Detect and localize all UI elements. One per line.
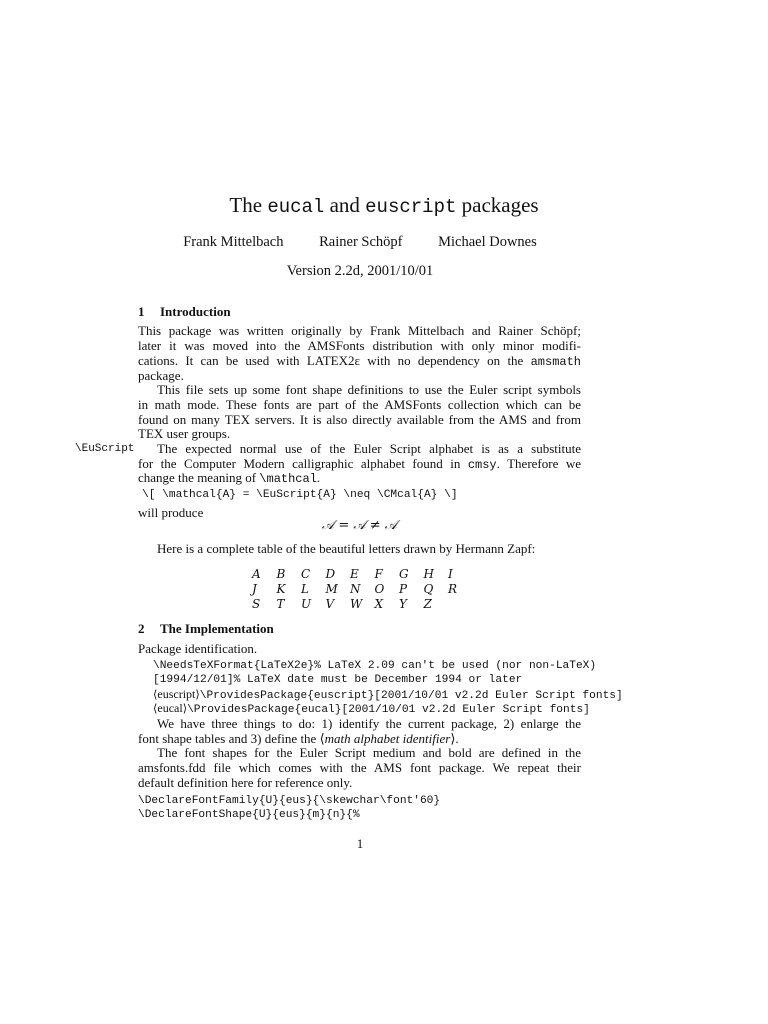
script-letter: R (448, 582, 458, 596)
script-letter: J (252, 582, 257, 596)
section-heading-implementation: 2 The Implementation (138, 621, 274, 636)
code-line: \DeclareFontFamily{U}{eus}{\skewchar\font'60} (138, 795, 441, 807)
script-letter: B (276, 567, 286, 581)
script-letter: A (252, 567, 261, 581)
paragraph-line: We have three things to do: 1) identify the current package, 2) enlarge the (157, 716, 581, 731)
section-heading-introduction: 1 Introduction (138, 304, 231, 319)
code-line: ⟨eucal⟩\ProvidesPackage{eucal}[2001/10/01 v2.2d Euler Script fonts] (153, 701, 590, 716)
paragraph-line: in math mode. These fonts are part of the AMSFonts collection which can be (138, 397, 581, 412)
script-letter: T (276, 597, 285, 611)
script-letter: X (374, 597, 384, 611)
script-letter: O (374, 582, 385, 596)
script-letter: I (448, 567, 453, 581)
paragraph-line: The expected normal use of the Euler Script alphabet is as a substitute (157, 441, 581, 456)
script-letter: P (399, 582, 408, 596)
paragraph-line: This package was written originally by Frank Mittelbach and Rainer Schöpf; (138, 323, 581, 338)
script-letter: Z (423, 597, 432, 611)
page-number: 1 (356, 836, 364, 851)
paragraph-line: font shape tables and 3) define the ⟨math alphabet identifier⟩. (138, 731, 459, 747)
paragraph-line: change the meaning of \mathcal. (138, 470, 321, 486)
paragraph-line: The font shapes for the Euler Script medium and bold are defined in the (157, 745, 581, 760)
script-letter: S (252, 597, 261, 611)
paragraph-line: later it was moved into the AMSFonts distribution with only minor modifi- (138, 338, 581, 353)
paragraph-line: for the Computer Modern calligraphic alphabet found in cmsy. Therefore we (138, 456, 581, 472)
script-letter: H (423, 567, 434, 581)
script-letter: Y (399, 597, 407, 611)
code-line: \DeclareFontShape{U}{eus}{m}{n}{% (138, 809, 360, 821)
script-letter: N (350, 582, 361, 596)
display-equation: 𝒜 = 𝒜 ≠ 𝒜 (321, 518, 398, 533)
version-line: Version 2.2d, 2001/10/01 (286, 263, 434, 279)
paragraph-line: package. (138, 368, 184, 383)
code-example: \[ \mathcal{A} = \EuScript{A} \neq \CMcal{A} \] (142, 489, 458, 501)
will-produce-text: will produce (138, 505, 204, 520)
document-title: The eucal and euscript packages (229, 193, 539, 218)
script-letter: M (325, 582, 338, 596)
paragraph-line: This file sets up some font shape definitions to use the Euler script symbols (157, 382, 581, 397)
package-name-euscript: euscript (365, 196, 457, 218)
package-name-eucal: eucal (267, 196, 325, 218)
paragraph-line: found on many TEX servers. It is also directly available from the AMS and from (138, 412, 581, 427)
paragraph-line: cations. It can be used with LATEX2ε with no dependency on the amsmath (138, 353, 582, 369)
paragraph-line: default definition here for reference only. (138, 775, 353, 790)
script-letter: G (399, 567, 409, 581)
paragraph-line: TEX user groups. (138, 426, 231, 441)
letter-row (252, 582, 473, 597)
script-letter: L (301, 582, 309, 596)
author: Michael Downes (438, 234, 537, 250)
table-intro: Here is a complete table of the beautiful letters drawn by Hermann Zapf: (157, 541, 536, 556)
script-letter: F (374, 567, 383, 581)
script-letter: E (350, 567, 359, 581)
letter-row (252, 597, 473, 612)
author: Frank Mittelbach (183, 234, 284, 250)
code-line: [1994/12/01]% LaTeX date must be December 1994 or later (153, 674, 523, 686)
script-letter: C (301, 567, 311, 581)
authors (0, 234, 720, 251)
author: Rainer Schöpf (319, 234, 403, 250)
euler-script-letter-table (252, 567, 473, 612)
script-letter: V (325, 597, 335, 611)
code-line: ⟨euscript⟩\ProvidesPackage{euscript}[2001/10/01 v2.2d Euler Script fonts] (153, 687, 623, 702)
script-letter: W (350, 597, 363, 611)
paragraph-line: amsfonts.fdd file which comes with the AMS font package. We repeat their (138, 760, 581, 775)
script-letter: Q (423, 582, 434, 596)
script-letter: D (325, 567, 336, 581)
script-letter: K (276, 582, 286, 596)
margin-note: \EuScript (75, 443, 135, 455)
tex-logo: TEX (224, 412, 251, 427)
script-letter: U (301, 597, 312, 611)
tex-logo: TEX (138, 426, 164, 441)
letter-row (252, 567, 473, 582)
latex-logo: LATEX2ε (306, 353, 360, 368)
package-identification-text: Package identification. (138, 641, 258, 656)
code-line: \NeedsTeXFormat{LaTeX2e}% LaTeX 2.09 can't be used (nor non-LaTeX) (153, 660, 597, 672)
